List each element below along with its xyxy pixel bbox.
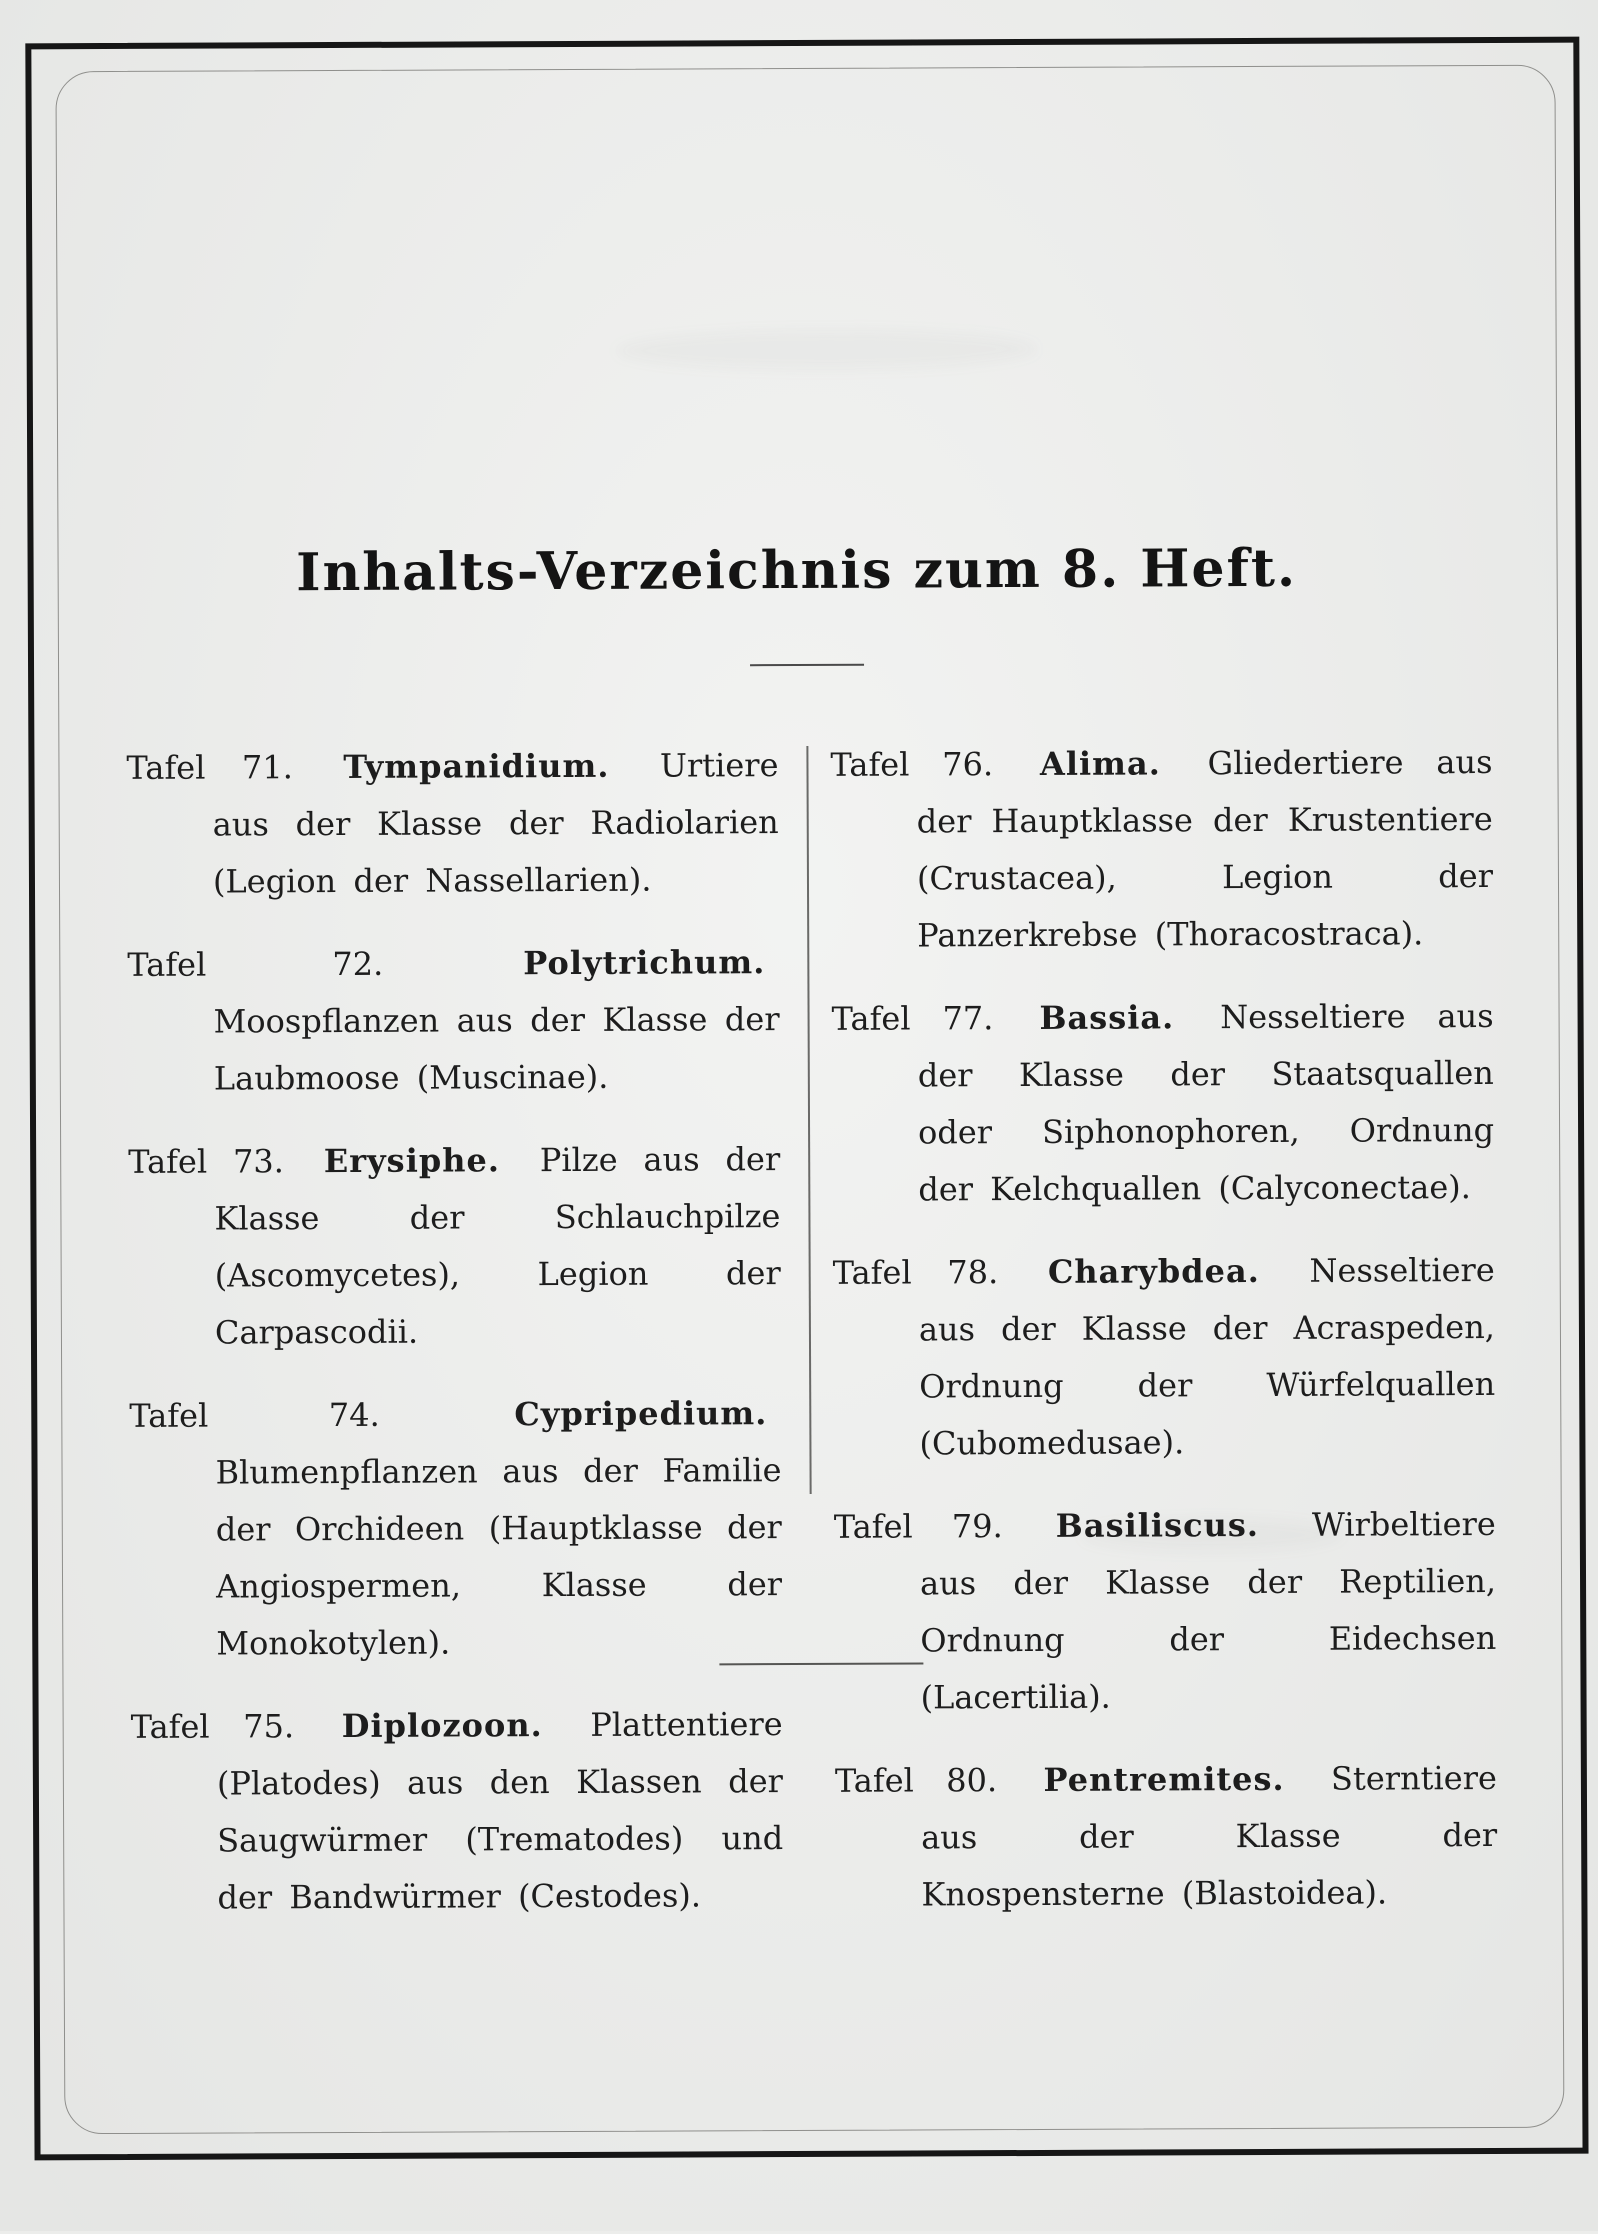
entry-description: Blumenpflanzen aus der Familie der Orchideen (Hauptklasse der Angiospermen, Klasse der Monokotylen). xyxy=(215,1451,783,1663)
tafel-label: Tafel 72. xyxy=(127,944,384,984)
entry-description: Nesseltiere aus der Klasse der Acraspeden, Ordnung der Würfelquallen (Cubomedusae). xyxy=(918,1250,1496,1463)
genus-name: Pentremites. xyxy=(1043,1759,1285,1799)
tafel-label: Tafel 80. xyxy=(834,1761,998,1800)
genus-name: Erysiphe. xyxy=(323,1141,501,1181)
genus-name: Alima. xyxy=(1039,744,1161,783)
page-title: Inhalts-Verzeichnis zum 8. Heft. xyxy=(296,537,1298,604)
toc-entry xyxy=(127,934,780,1108)
toc-entry xyxy=(835,1750,1498,1924)
tafel-label: Tafel 77. xyxy=(831,999,994,1038)
genus-name: Bassia. xyxy=(1039,998,1175,1037)
tafel-label: Tafel 78. xyxy=(832,1253,999,1292)
entry-description: Urtiere aus der Klasse der Radiolarien (Legion der Nassellarien). xyxy=(212,746,779,901)
genus-name: Tympanidium. xyxy=(343,746,610,786)
tafel-label: Tafel 74. xyxy=(129,1395,380,1435)
tafel-label: Tafel 76. xyxy=(830,745,994,784)
entry-description: Sterntiere aus der Klasse der Knospensterne (Blastoidea). xyxy=(921,1758,1498,1914)
contents-left-column xyxy=(126,737,783,1953)
entry-description: Moospflanzen aus der Klasse der Laubmoose (Muscinae). xyxy=(213,1000,780,1098)
contents-right-column xyxy=(830,734,1497,1950)
toc-entry xyxy=(833,1242,1496,1473)
entry-description: Nesseltiere aus der Klasse der Staatsquallen oder Siphonophoren, Ordnung der Kelchquallen (Calyconectae). xyxy=(917,996,1495,1209)
genus-name: Diplozoon. xyxy=(341,1706,543,1746)
toc-entry xyxy=(126,737,779,911)
tafel-label: Tafel 71. xyxy=(126,748,293,787)
entry-description: Wirbeltiere aus der Klasse der Reptilien, Ordnung der Eidechsen (Lacertilia). xyxy=(919,1504,1497,1717)
toc-entry xyxy=(831,988,1494,1219)
toc-entry xyxy=(129,1385,782,1673)
genus-name: Cypripedium. xyxy=(514,1394,768,1434)
genus-name: Basiliscus. xyxy=(1055,1505,1260,1545)
genus-name: Polytrichum. xyxy=(523,943,766,983)
tafel-label: Tafel 79. xyxy=(833,1507,1003,1546)
tafel-label: Tafel 75. xyxy=(130,1707,295,1746)
toc-entry xyxy=(834,1496,1497,1727)
toc-entry xyxy=(128,1131,781,1362)
toc-entry xyxy=(131,1696,784,1927)
entry-description: Pilze aus der Klasse der Schlauchpilze (Ascomycetes), Legion der Carpascodii. xyxy=(214,1140,781,1352)
tafel-label: Tafel 73. xyxy=(128,1142,284,1181)
entry-description: Plattentiere (Platodes) aus den Klassen der Saugwürmer (Trematodes) und der Bandwürmer (Cestodes). xyxy=(216,1705,784,1917)
entry-description: Gliedertiere aus der Hauptklasse der Krustentiere (Crustacea), Legion der Panzerkrebse (Thoracostraca). xyxy=(916,742,1494,955)
toc-entry xyxy=(830,734,1493,965)
genus-name: Charybdea. xyxy=(1047,1251,1260,1291)
